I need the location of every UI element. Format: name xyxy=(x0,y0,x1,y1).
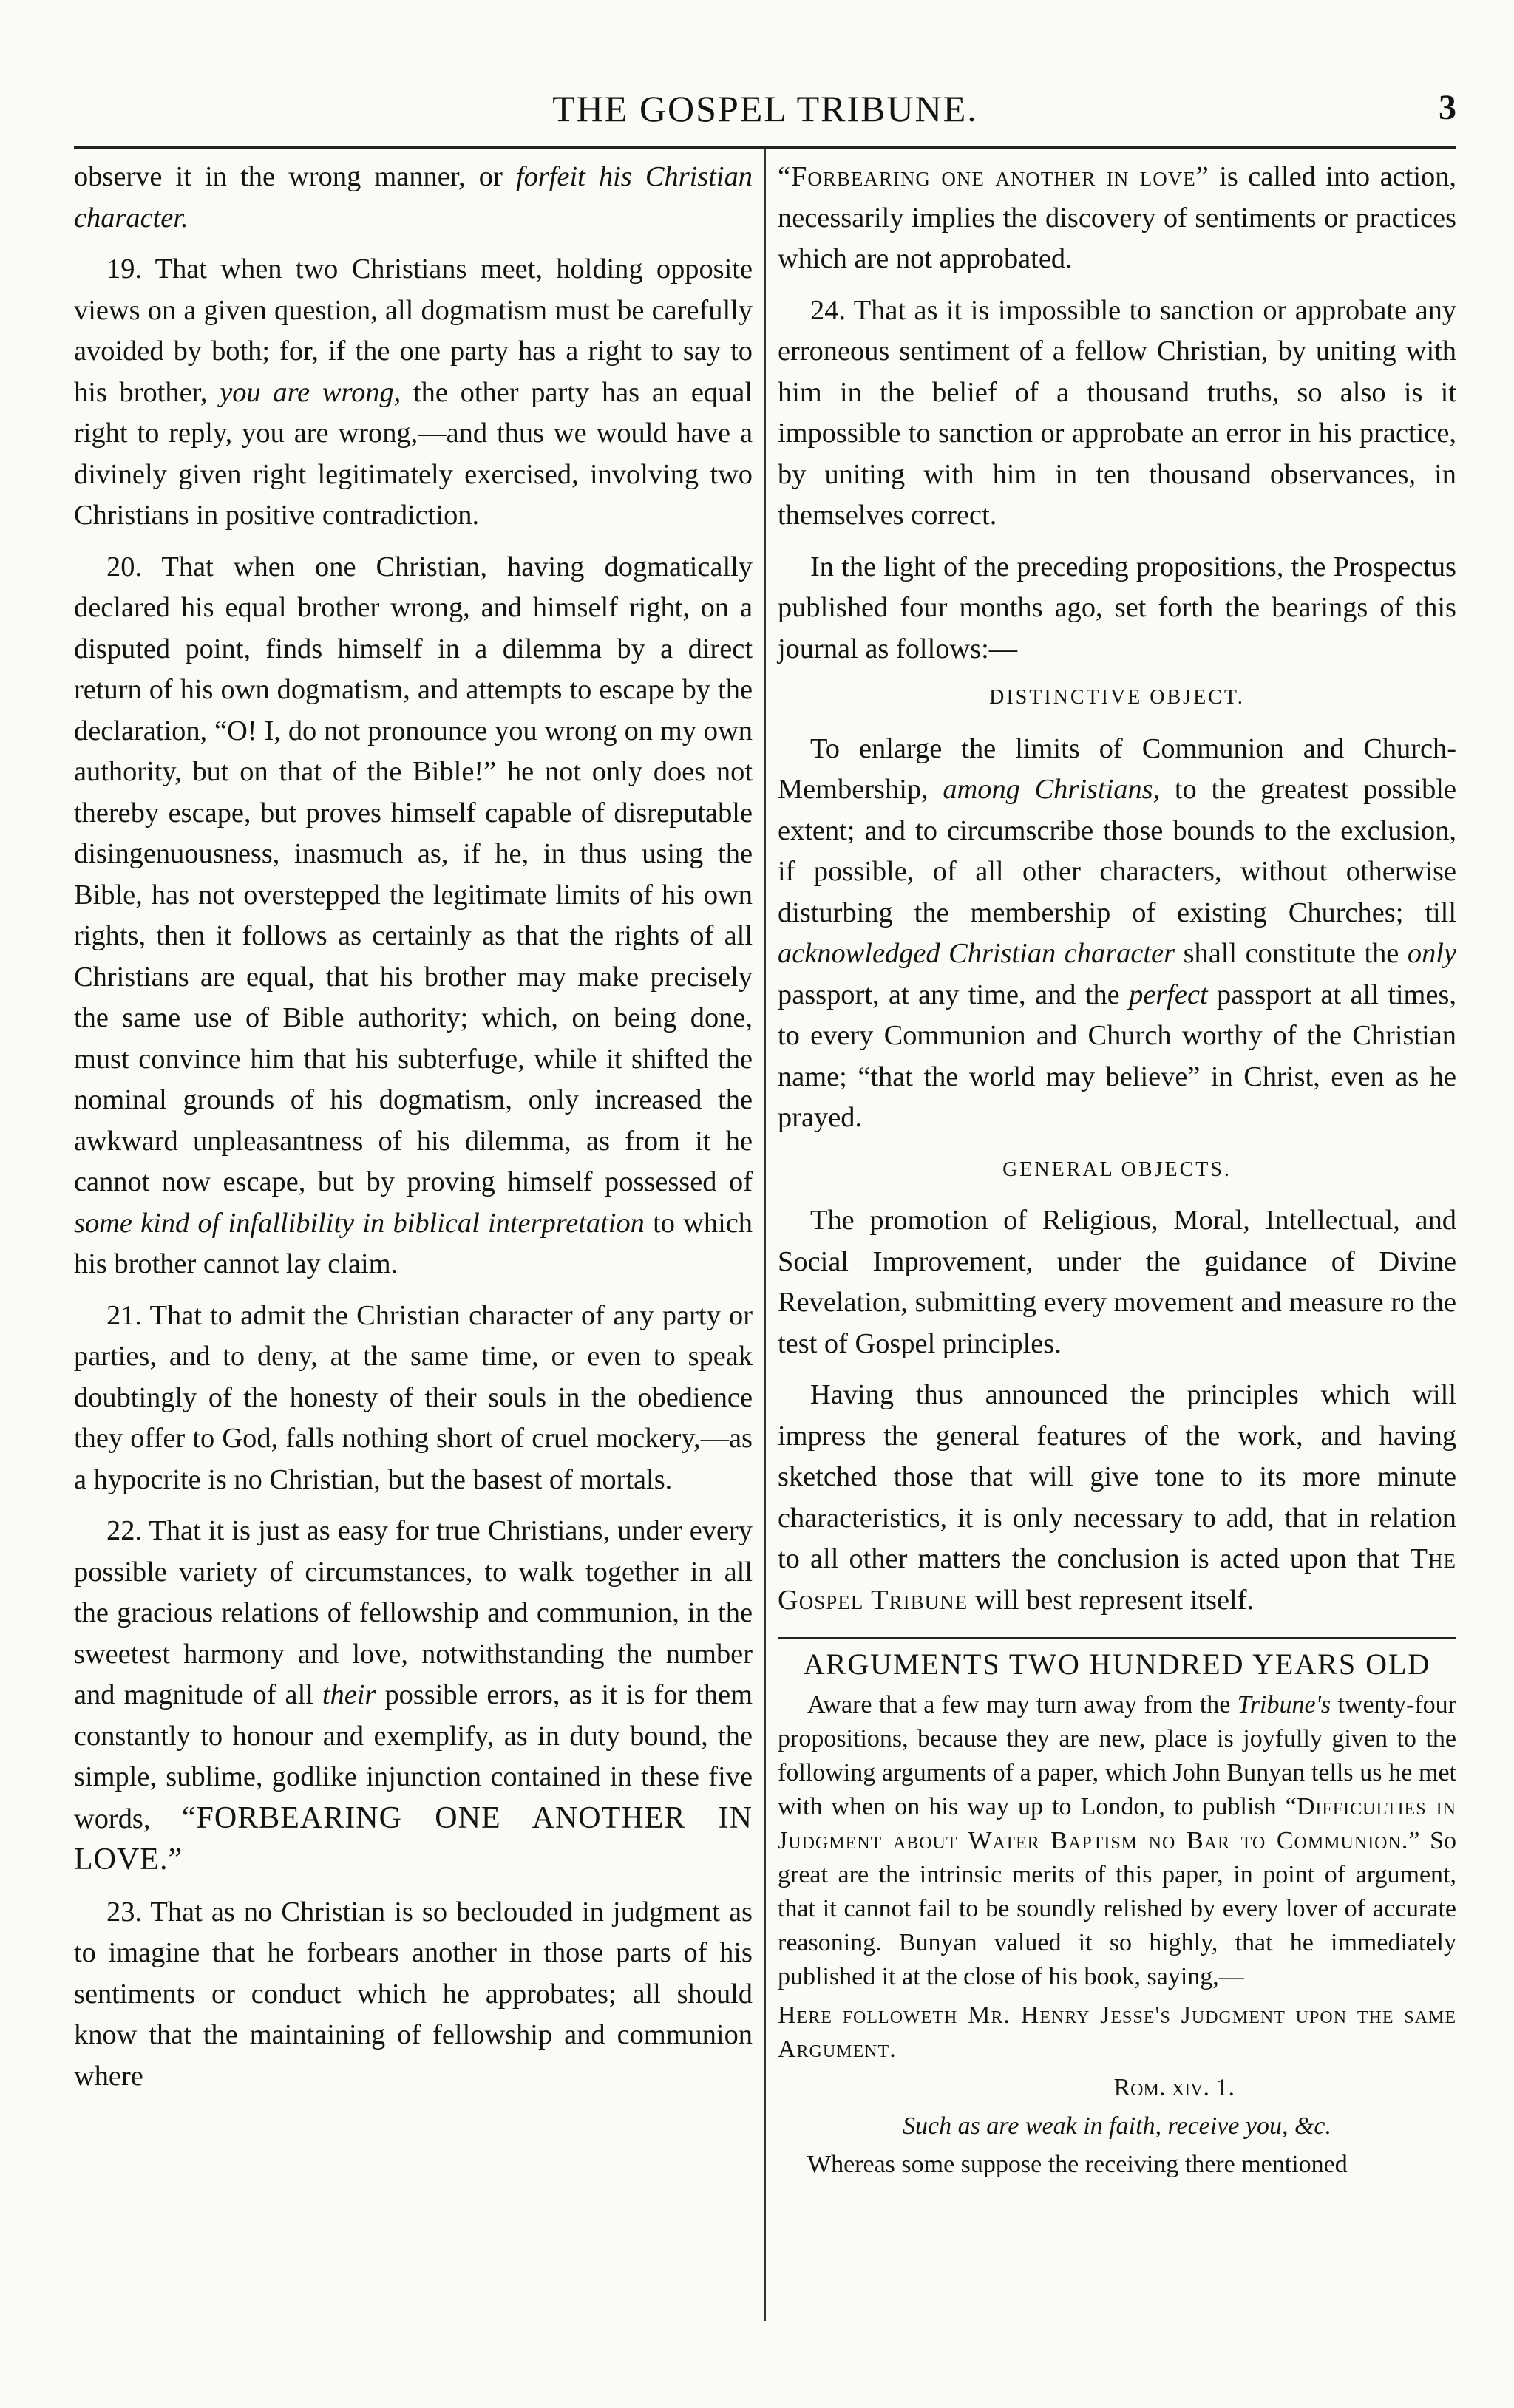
proposition-23-continued xyxy=(778,157,1456,280)
text-run: will best represent itself. xyxy=(968,1584,1255,1616)
smallcaps-run: The Gospel Tribune xyxy=(778,1543,1456,1616)
italic-run: only xyxy=(1407,938,1457,969)
distinctive-object-text xyxy=(778,729,1456,1139)
italic-run: you are wrong, xyxy=(220,376,401,408)
text-run: the other party has an equal right to reply, you are wrong,—and thus we would have a divinely given right legitimately exercised, involving two Christians in positive contradiction. xyxy=(74,376,753,531)
right-column xyxy=(778,157,1456,2186)
text-run: Aware that a few may turn away from the xyxy=(807,1691,1238,1718)
scripture-reference: Rom. xiv. 1. xyxy=(1113,2074,1235,2101)
general-objects-text: The promotion of Religious, Moral, Intellectual, and Social Improvement, under the guidance of Divine Revelation, submitting every movement and measure ro the test of Gospel principles. xyxy=(778,1205,1456,1359)
article-rule xyxy=(778,1637,1456,1639)
heading-distinctive-object: DISTINCTIVE OBJECT. xyxy=(989,686,1245,709)
article-title: ARGUMENTS TWO HUNDRED YEARS OLD xyxy=(803,1647,1431,1681)
proposition-19 xyxy=(74,249,753,537)
emphasis-caps: “FORBEARING ONE ANOTHER IN LOVE.” xyxy=(74,1800,753,1877)
text-run: shall constitute the xyxy=(1175,938,1408,969)
page-header xyxy=(74,83,1456,135)
text-run: ” So great are the intrinsic merits of this paper, in point of argument, that it cannot fail to be soundly relished by every lover of accurate reasoning. Bunyan valued it so highly, that he immediately published it at the close of his book, saying,— xyxy=(778,1827,1457,1990)
heading-general-objects: GENERAL OBJECTS. xyxy=(1002,1157,1232,1181)
text-run: 19. That when two Christians meet, holding opposite views on a given question, all dogmatism must be carefully avoided by both; for, if the one party has a right to say to his brother, xyxy=(74,254,753,408)
text-run: is called into action, necessarily implies the discovery of sentiments or practices which are not approbated. xyxy=(778,161,1456,274)
italic-run: their xyxy=(322,1679,376,1710)
paragraph-continued xyxy=(74,157,753,239)
text-run: To enlarge the limits of Communion and Church-Membership, xyxy=(778,732,1456,805)
running-title: THE GOSPEL TRIBUNE. xyxy=(552,88,978,129)
page-number: 3 xyxy=(1439,88,1456,127)
closing-paragraph xyxy=(778,1375,1456,1621)
left-column xyxy=(74,157,753,2107)
text-run: Having thus announced the principles which will impress the general features of the work, and having sketched those that will give tone to its more minute characteristics, it is only necessary to add, that in relation to all other matters the conclusion is acted upon that xyxy=(778,1379,1456,1574)
proposition-20 xyxy=(74,547,753,1285)
jesse-heading: Here followeth Mr. Henry Jesse's Judgment upon the same Argument. xyxy=(778,2001,1456,2063)
proposition-21: 21. That to admit the Christian character of any party or parties, and to deny, at the same time, or even to speak doubtingly of the honesty of their souls in the obedience they offer to God, falls nothing short of cruel mockery,—as a hypocrite is no Christian, but the basest of mortals. xyxy=(74,1299,753,1495)
proposition-24: 24. That as it is impossible to sanction or approbate any erroneous sentiment of a fellow Christian, by uniting with him in the belief of a thousand truths, so also is it impossible to sanction or approbate an error in his practice, by uniting with him in ten thousand observances, in themselves correct. xyxy=(778,294,1456,531)
article-text-start: Whereas some suppose the receiving there mentioned xyxy=(807,2151,1348,2178)
italic-run: among Christians, xyxy=(943,774,1161,805)
text-run: twenty-four propositions, because they are new, place is joyfully given to the following arguments of a paper, which John Bunyan tells us he met with when on his way up to London, to publish “ xyxy=(778,1691,1456,1820)
italic-run: Tribune's xyxy=(1237,1691,1331,1718)
article-body xyxy=(778,1688,1456,2182)
text-run: to the greatest possible extent; and to circumscribe those bounds to the exclusion, if possible, of all other characters, without otherwise disturbing the membership of existing Churches; till xyxy=(778,774,1456,928)
text-run: passport at all times, to every Communion and Church worthy of the Christian name; “that the world may believe” in Christ, even as he prayed. xyxy=(778,979,1456,1133)
column-divider xyxy=(764,148,766,2321)
italic-run: forfeit his Christian character. xyxy=(74,161,753,234)
text-run: 22. That it is just as easy for true Christians, under every possible variety of circumstances, to walk together in all the gracious relations of fellowship and communion, in the sweetest harmony and love, notwithstanding the number and magnitude of all xyxy=(74,1515,753,1710)
text-run: 20. That when one Christian, having dogmatically declared his equal brother wrong, and himself right, on a disputed point, finds himself in a dilemma by a direct return of his own dogmatism, and attempts to escape by the declaration, “O! I, do not pronounce you wrong on my own authority, but on that of the Bible!” he not only does not thereby escape, but proves himself capable of disreputable disingenuousness, inasmuch as, if he, in thus using the Bible, has not overstepped the legitimate limits of his own rights, then it follows as certainly as that the rights of all Christians are equal, that his brother may make precisely the same use of Bible authority; which, on being done, must convince him that his subterfuge, while it shifted the nominal grounds of his dogmatism, only increased the awkward unpleasantness of his dilemma, as from it he cannot now escape, but by proving himself possessed of xyxy=(74,551,753,1197)
proposition-22 xyxy=(74,1511,753,1882)
scripture-quote: Such as are weak in faith, receive you, &c. xyxy=(902,2112,1332,2140)
italic-run: some kind of infallibility in biblical interpretation xyxy=(74,1207,645,1239)
text-run: observe it in the wrong manner, or xyxy=(74,161,516,192)
text-run: possible errors, as it is for them constantly to honour and exemplify, as in duty bound, the simple, sublime, godlike injunction contained in these five words, xyxy=(74,1679,753,1834)
article-intro xyxy=(778,1688,1456,1994)
text-run: to which his brother cannot lay claim. xyxy=(74,1207,753,1279)
italic-run: acknowledged Christian character xyxy=(778,938,1175,969)
prospectus-intro: In the light of the preceding propositions, the Prospectus published four months ago, set forth the bearings of this journal as follows:— xyxy=(778,551,1456,664)
italic-run: perfect xyxy=(1129,979,1208,1010)
text-run: passport, at any time, and the xyxy=(778,979,1130,1010)
proposition-23: 23. That as no Christian is so beclouded in judgment as to imagine that he forbears another in those parts of his sentiments or conduct which he approbates; all should know that the maintaining of fellowship and communion where xyxy=(74,1896,753,2092)
smallcaps-run: Difficulties in Judgment about Water Baptism no Bar to Communion. xyxy=(778,1793,1456,1854)
smallcaps-run: “Forbearing one another in love” xyxy=(778,161,1209,192)
